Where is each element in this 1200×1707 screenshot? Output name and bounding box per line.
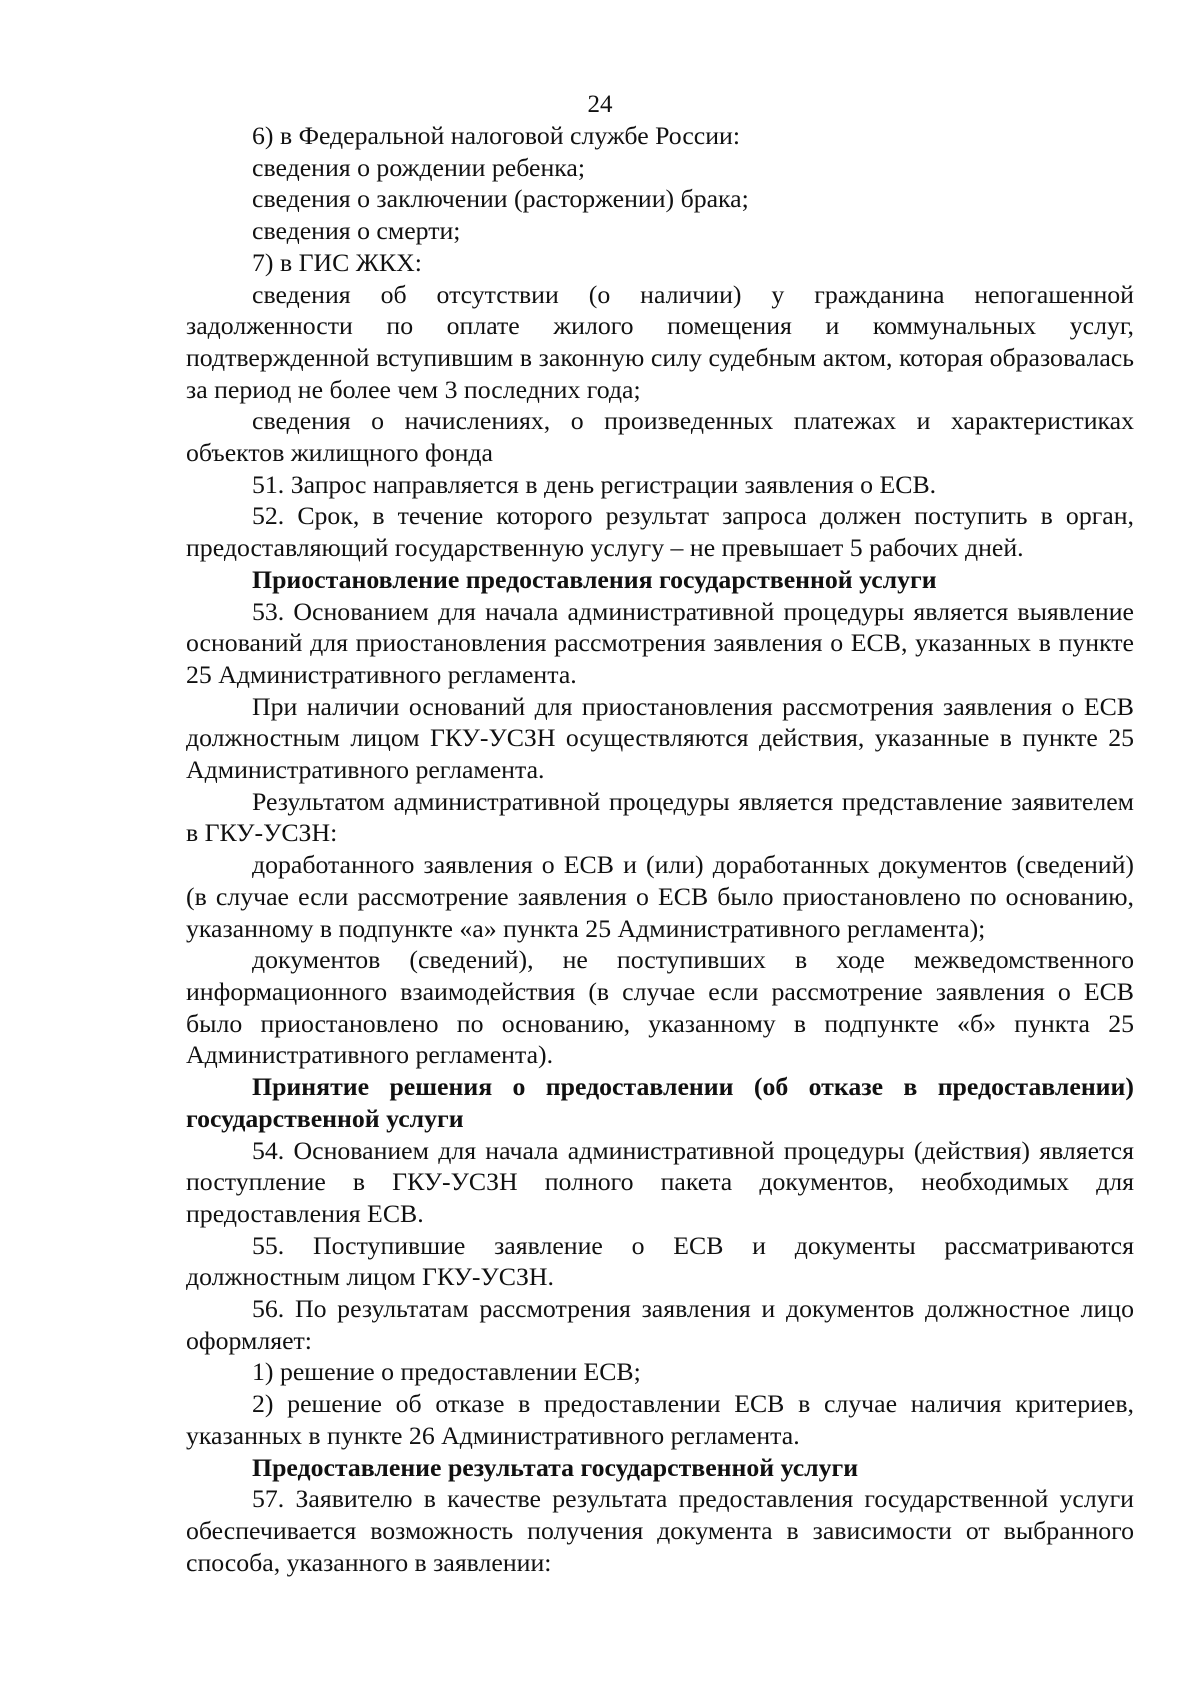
- paragraph-53: 53. Основанием для начала административной процедуры является выявление оснований для приостановления рассмотрения заявления о ЕСВ, указанных в пункте 25 Административного регламента.: [186, 596, 1134, 689]
- paragraph-fns-heading: 6) в Федеральной налоговой службе России:: [252, 121, 741, 150]
- paragraph-death-info: сведения о смерти;: [252, 216, 461, 246]
- paragraph-suspension-actions: При наличии оснований для приостановления рассмотрения заявления о ЕСВ должностным лицом ГКУ-УСЗН осуществляются действия, указанные в пункте 25 Административного регламента.: [186, 691, 1134, 785]
- paragraph-54: 54. Основанием для начала административной процедуры (действия) является поступление в ГКУ-УСЗН полного пакета документов, необходимых для предоставления ЕСВ.: [186, 1135, 1134, 1228]
- paragraph-revised-application: доработанного заявления о ЕСВ и (или) доработанных документов (сведений) (в случае если рассмотрение заявления о ЕСВ было приостановлено по основанию, указанному в подпункте «а» пункта 25 Административного регламента);: [186, 850, 1134, 943]
- document-body: [186, 120, 1134, 1578]
- paragraph-missing-documents: документов (сведений), не поступивших в ходе межведомственного информационного взаимодействия (в случае если рассмотрение заявления о ЕСВ было приостановлено по основанию, указанному в подпункте «б» пункта 25 Административного регламента).: [186, 945, 1134, 1070]
- section-heading-suspension: Приостановление предоставления государственной услуги: [252, 564, 937, 594]
- paragraph-decision-grant: 1) решение о предоставлении ЕСВ;: [252, 1357, 641, 1387]
- section-heading-result: Предоставление результата государственной услуги: [252, 1452, 859, 1482]
- paragraph-gis-heading: 7) в ГИС ЖКХ:: [252, 247, 422, 277]
- section-heading-decision: Принятие решения о предоставлении (об отказе в предоставлении) государственной услуги: [186, 1072, 1134, 1133]
- paragraph-52: 52. Срок, в течение которого результат запроса должен поступить в орган, предоставляющий государственную услугу – не превышает 5 рабочих дней.: [186, 501, 1134, 563]
- page-number: 24: [587, 91, 613, 118]
- paragraph-56: 56. По результатам рассмотрения заявления и документов должностное лицо оформляет:: [186, 1294, 1134, 1355]
- paragraph-55: 55. Поступившие заявление о ЕСВ и документы рассматриваются должностным лицом ГКУ-УСЗН.: [186, 1230, 1134, 1292]
- paragraph-debt-info: сведения об отсутствии (о наличии) у гражданина непогашенной задолженности по оплате жилого помещения и коммунальных услуг, подтвержденной вступившим в законную силу судебным актом, которая образовалась за период не более чем 3 последних года;: [186, 279, 1134, 404]
- paragraph-procedure-result: Результатом административной процедуры является представление заявителем в ГКУ-УСЗН:: [186, 786, 1134, 848]
- paragraph-payments-info: сведения о начислениях, о произведенных платежах и характеристиках объектов жилищного фонда: [186, 406, 1134, 468]
- paragraph-decision-refusal: 2) решение об отказе в предоставлении ЕСВ в случае наличия критериев, указанных в пункте 26 Административного регламента.: [186, 1389, 1134, 1450]
- paragraph-51: 51. Запрос направляется в день регистрации заявления о ЕСВ.: [252, 469, 937, 499]
- paragraph-birth-info: сведения о рождении ребенка;: [252, 152, 586, 182]
- paragraph-marriage-info: сведения о заключении (расторжении) брака;: [252, 184, 749, 214]
- paragraph-57: 57. Заявителю в качестве результата предоставления государственной услуги обеспечивается возможность получения документа в зависимости от выбранного способа, указанного в заявлении:: [186, 1484, 1134, 1577]
